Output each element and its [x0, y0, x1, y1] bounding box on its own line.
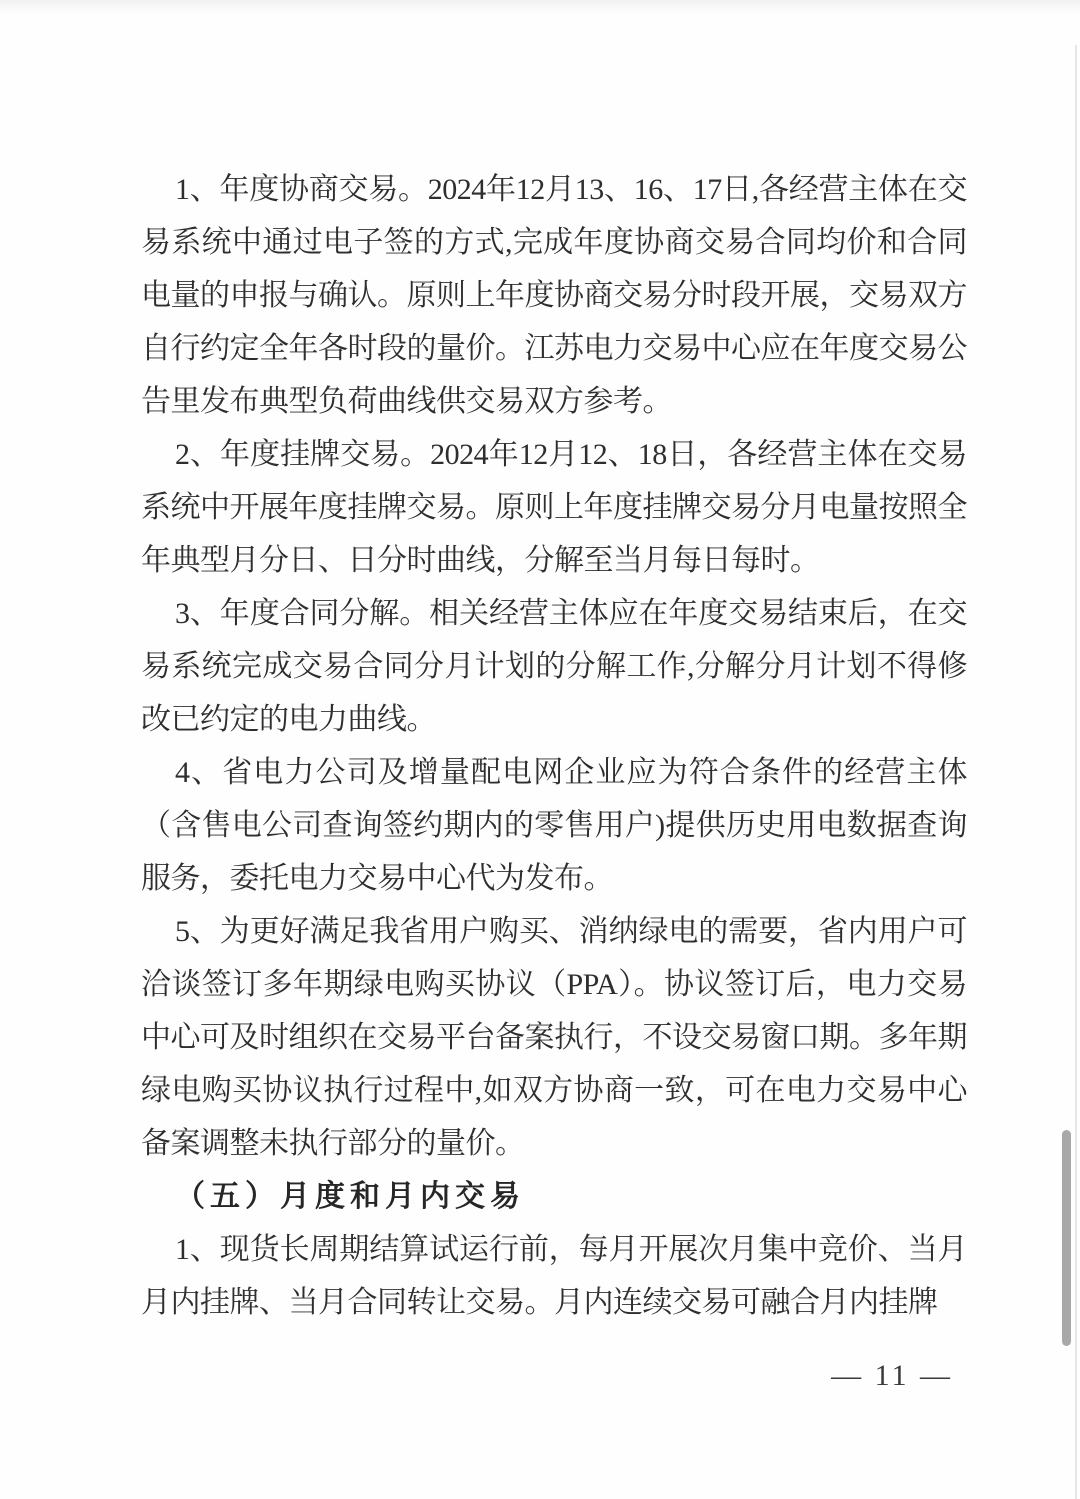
paragraph-annual-contract-decomposition: 3、年度合同分解。相关经营主体应在年度交易结束后，在交易系统完成交易合同分月计划的分解工作,分解分月计划不得修改已约定的电力曲线。 [141, 597, 967, 736]
page-number: — 11 — [831, 1359, 953, 1392]
paragraph-monthly-trading-intro: 1、现货长周期结算试运行前，每月开展次月集中竞价、当月月内挂牌、当月合同转让交易。月内连续交易可融合月内挂牌 [141, 1233, 967, 1319]
scan-page-edge [1075, 45, 1077, 1499]
paragraph-annual-negotiated-trading: 1、年度协商交易。2024年12月13、16、17日,各经营主体在交易系统中通过电子签的方式,完成年度协商交易合同均价和合同电量的申报与确认。原则上年度协商交易分时段开展，交易双方自行约定全年各时段的量价。江苏电力交易中心应在年度交易公告里发布典型负荷曲线供交易双方参考。 [141, 173, 967, 418]
scrollbar-thumb[interactable] [1062, 1130, 1071, 1346]
paragraph-green-power-ppa: 5、为更好满足我省用户购买、消纳绿电的需要，省内用户可洽谈签订多年期绿电购买协议（PPA）。协议签订后，电力交易中心可及时组织在交易平台备案执行，不设交易窗口期。多年期绿电购买协议执行过程中,如双方协商一致，可在电力交易中心备案调整未执行部分的量价。 [141, 915, 967, 1160]
scan-top-shading [0, 0, 1080, 14]
document-body [141, 163, 967, 1329]
section-heading-monthly-and-intramonth-trading: （五）月度和月内交易 [175, 1180, 525, 1213]
paragraph-annual-listed-trading: 2、年度挂牌交易。2024年12月12、18日，各经营主体在交易系统中开展年度挂牌交易。原则上年度挂牌交易分月电量按照全年典型月分日、日分时曲线，分解至当月每日每时。 [141, 438, 967, 577]
paragraph-historical-data-service: 4、省电力公司及增量配电网企业应为符合条件的经营主体（含售电公司查询签约期内的零售用户)提供历史用电数据查询服务，委托电力交易中心代为发布。 [141, 756, 967, 895]
